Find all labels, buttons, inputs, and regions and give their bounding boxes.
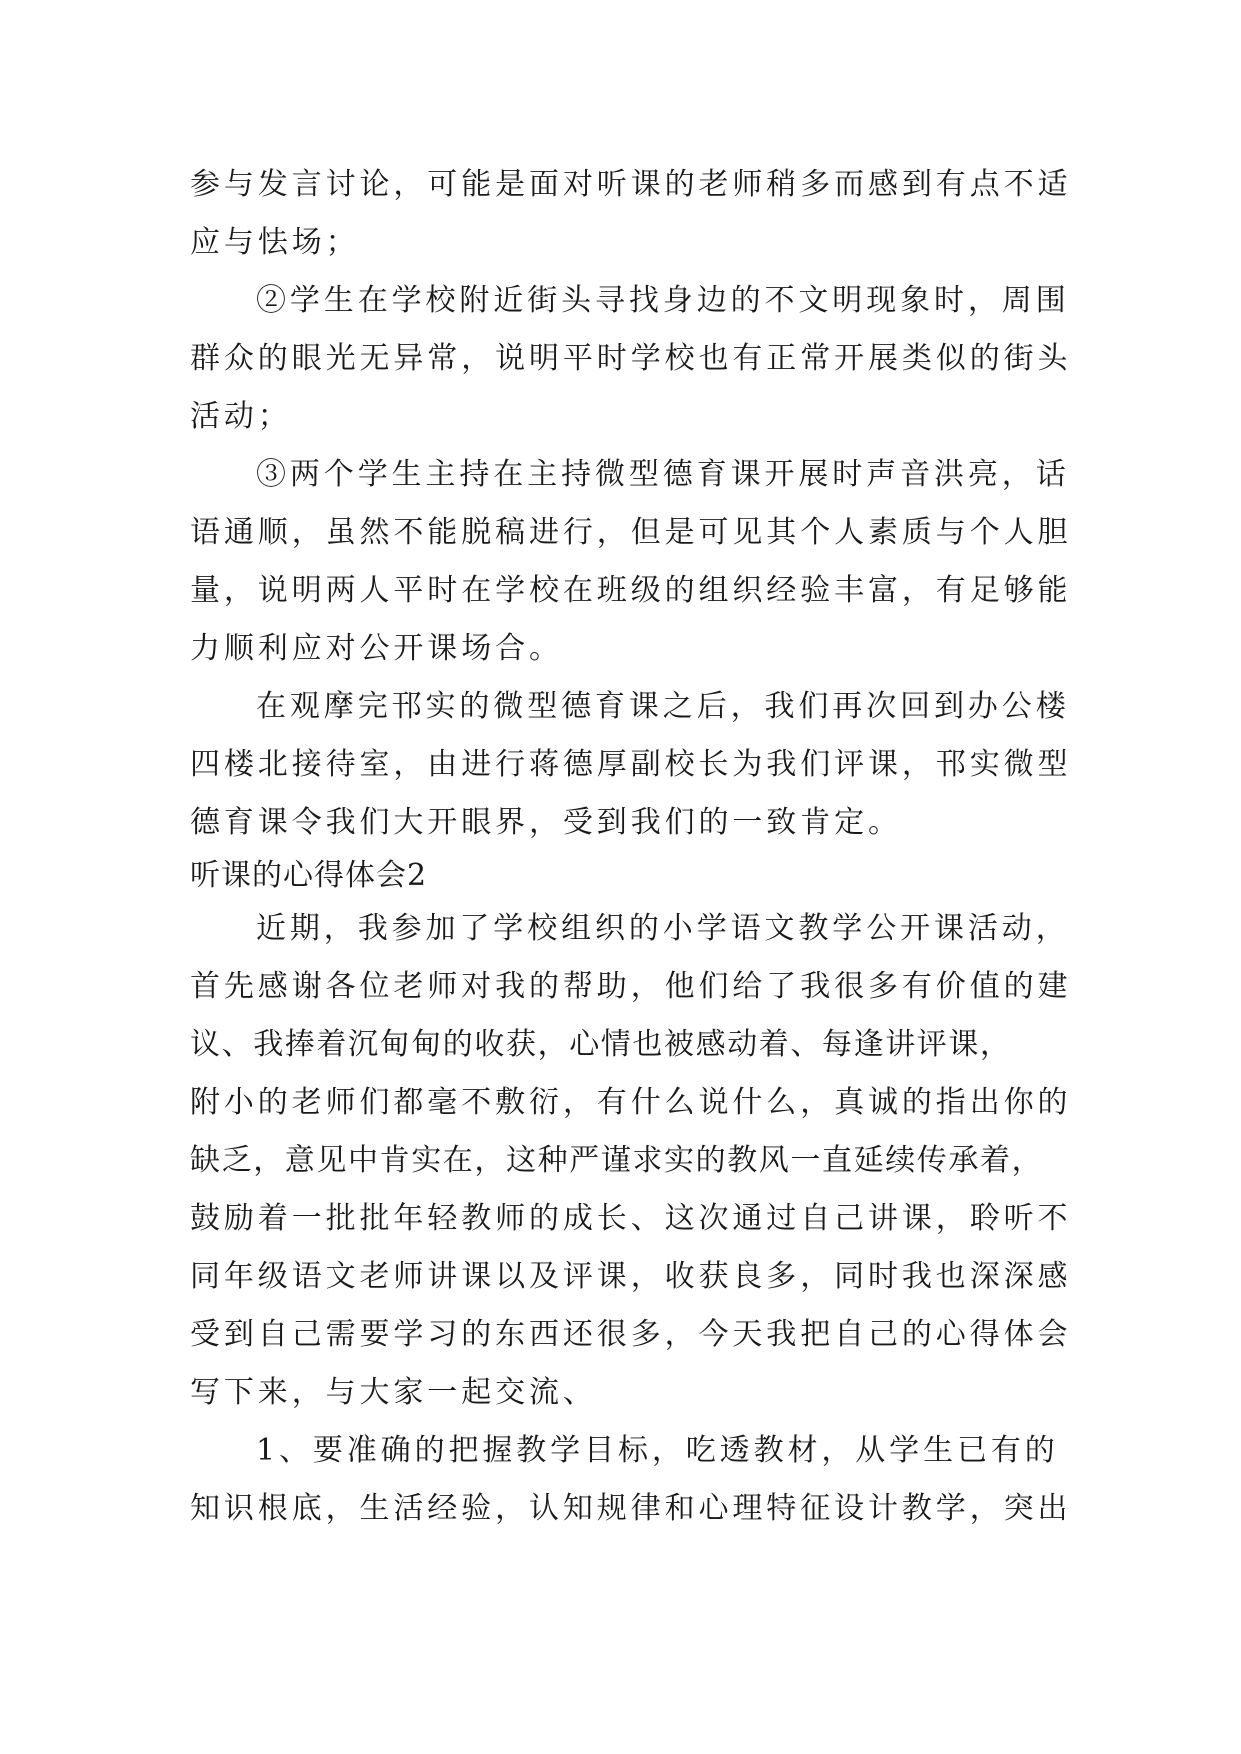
paragraph-line: ②学生在学校附近街头寻找身边的不文明现象时，周围 [256, 283, 1070, 318]
paragraph-line: 量，说明两人平时在学校在班级的组织经验丰富，有足够能 [190, 573, 1072, 608]
paragraph-line: 写下来，与大家一起交流、 [190, 1375, 597, 1410]
paragraph-line: 议、我捧着沉甸甸的收获，心情也被感动着、每逢讲评课， [190, 1027, 1012, 1062]
paragraph-line: 近期，我参加了学校组织的小学语文教学公开课活动， [256, 911, 1070, 946]
paragraph-line: 群众的眼光无异常，说明平时学校也有正常开展类似的街头 [190, 341, 1072, 376]
paragraph-line: ③两个学生主持在主持微型德育课开展时声音洪亮，话 [256, 457, 1070, 492]
paragraph-line: 语通顺，虽然不能脱稿进行，但是可见其个人素质与个人胆 [190, 515, 1072, 550]
paragraph-line: 德育课令我们大开眼界，受到我们的一致肯定。 [190, 805, 902, 840]
paragraph-line: 首先感谢各位老师对我的帮助，他们给了我很多有价值的建 [190, 969, 1072, 1004]
section-heading: 听课的心得体会2 [190, 858, 428, 893]
document-body [190, 156, 1072, 1538]
paragraph-line: 附小的老师们都毫不敷衍，有什么说什么，真诚的指出你的 [190, 1085, 1072, 1120]
paragraph-line: 知识根底，生活经验，认知规律和心理特征设计教学，突出 [190, 1491, 1072, 1526]
paragraph-line: 同年级语文老师讲课以及评课，收获良多，同时我也深深感 [190, 1259, 1072, 1294]
paragraph-line: 1、要准确的把握教学目标，吃透教材，从学生已有的 [256, 1433, 1059, 1468]
paragraph-line: 参与发言讨论，可能是面对听课的老师稍多而感到有点不适 [190, 167, 1072, 202]
paragraph-line: 应与怯场； [190, 225, 360, 260]
paragraph-line: 力顺利应对公开课场合。 [190, 631, 563, 666]
paragraph-line: 在观摩完邗实的微型德育课之后，我们再次回到办公楼 [256, 689, 1070, 724]
paragraph-line: 鼓励着一批批年轻教师的成长、这次通过自己讲课，聆听不 [190, 1201, 1072, 1236]
paragraph-line: 缺乏，意见中肯实在，这种严谨求实的教风一直延续传承着， [190, 1143, 1044, 1178]
paragraph-line: 受到自己需要学习的东西还很多，今天我把自己的心得体会 [190, 1317, 1072, 1352]
paragraph-line: 活动； [190, 399, 292, 434]
paragraph-line: 四楼北接待室，由进行蒋德厚副校长为我们评课，邗实微型 [190, 747, 1072, 782]
